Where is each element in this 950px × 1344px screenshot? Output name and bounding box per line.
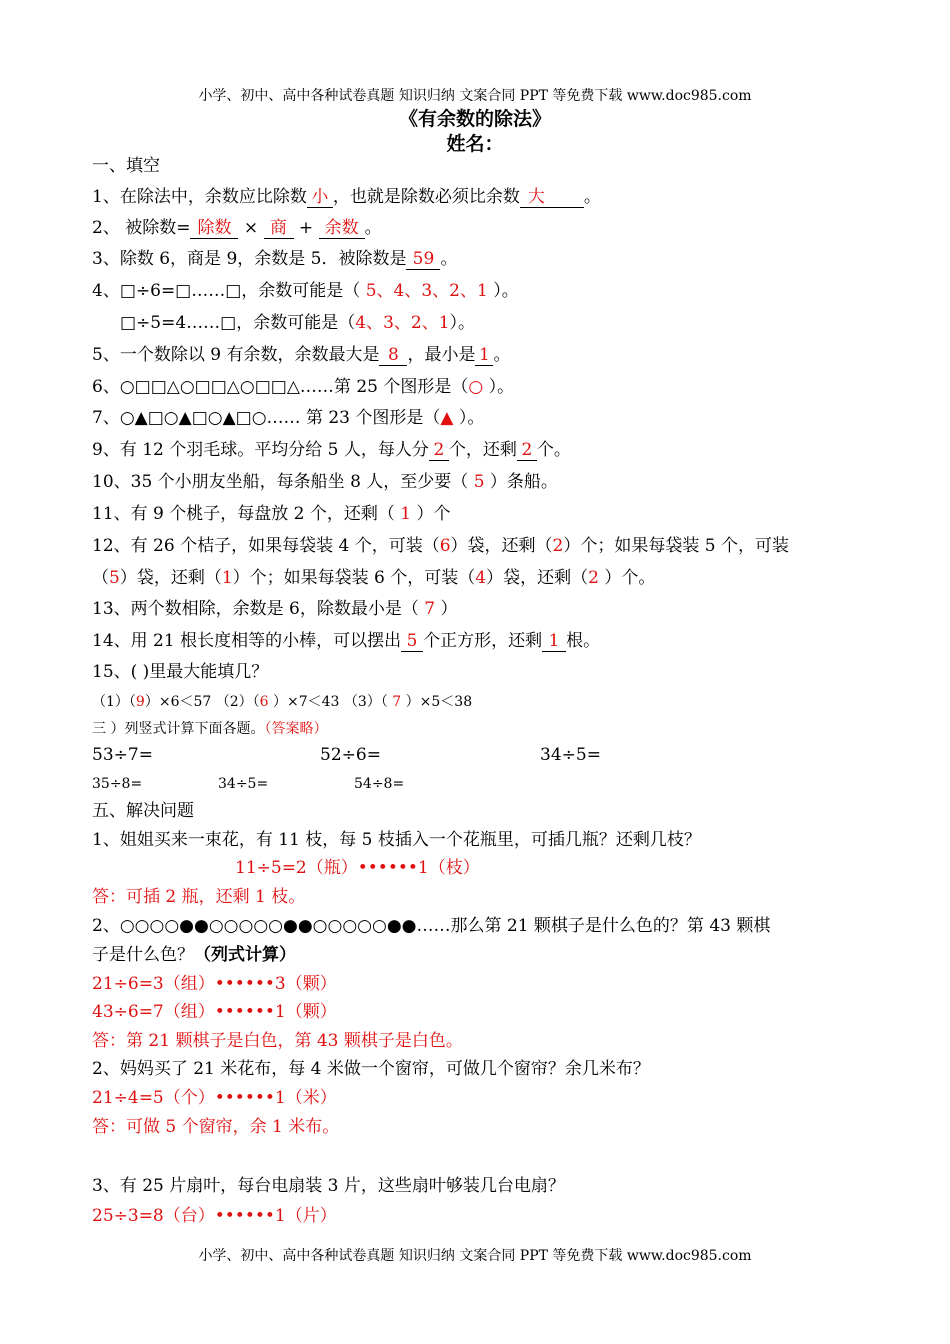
answer-text: 4、3、2、1 xyxy=(355,313,450,333)
question-10: 10、35 个小朋友坐船，每条船坐 8 人，至少要（ 5 ）条船。 xyxy=(92,472,558,492)
document-title: 《有余数的除法》 xyxy=(398,108,551,130)
answer-blank: 除数 xyxy=(190,218,238,239)
calc-item: 34÷5= xyxy=(540,745,601,765)
section-fill-blank: 一、填空 xyxy=(92,156,160,176)
problem-2-answer: 答：第 21 颗棋子是白色，第 43 颗棋子是白色。 xyxy=(92,1031,463,1051)
answer-blank: 余数 xyxy=(319,218,365,239)
answer-text: ○ xyxy=(468,377,484,397)
problem-1-calc: 11÷5=2（瓶）••••••1（枝） xyxy=(235,858,480,878)
question-7: 7、○▲□○▲□○▲□○…… 第 23 个图形是（▲ ）。 xyxy=(92,408,485,428)
answer-text: 9 xyxy=(135,694,145,710)
instruction-bold: （列式计算） xyxy=(194,945,296,965)
answer-text: 7 xyxy=(418,599,441,619)
answer-text: 2 xyxy=(552,536,564,556)
answer-blank: 8 xyxy=(379,345,407,366)
question-4b: □÷5=4……□，余数可能是（4、3、2、1）。 xyxy=(120,313,476,333)
answer-blank: 5 xyxy=(401,631,423,652)
question-12-cont: （5）袋，还剩（1）个；如果每袋装 6 个，可装（4）袋，还剩（2 ）个。 xyxy=(92,568,656,588)
answer-blank: 1 xyxy=(475,345,493,366)
answer-omitted-note: （答案略） xyxy=(264,721,328,737)
answer-blank: 商 xyxy=(264,218,294,239)
question-9: 9、有 12 个羽毛球。平均分给 5 人，每人分 2 个，还剩 2 个。 xyxy=(92,440,571,460)
calc-item: 52÷6= xyxy=(320,745,381,765)
question-14: 14、用 21 根长度相等的小棒，可以摆出 5 个正方形，还剩 1 根。 xyxy=(92,631,601,651)
problem-3-calc: 21÷4=5（个）••••••1（米） xyxy=(92,1088,337,1108)
problem-4: 3、有 25 片扇叶，每台电扇装 3 片，这些扇叶够装几台电扇？ xyxy=(92,1176,565,1196)
page-header: 小学、初中、高中各种试卷真题 知识归纳 文案合同 PPT 等免费下载 www.doc985.com xyxy=(198,88,752,104)
section-solve-problems: 五、解决问题 xyxy=(92,801,194,821)
answer-text: 5 xyxy=(109,568,120,588)
question-13: 13、两个数相除，余数是 6，除数最小是（ 7 ） xyxy=(92,599,458,619)
problem-2-calc-2: 43÷6=7（组）••••••1（颗） xyxy=(92,1002,337,1022)
answer-text: 7 xyxy=(392,694,402,710)
answer-text: 2 xyxy=(588,568,605,588)
answer-text: ▲ xyxy=(440,408,454,428)
name-label: 姓名： xyxy=(446,133,504,155)
answer-text: 4 xyxy=(475,568,487,588)
calc-item: 54÷8= xyxy=(354,776,405,792)
answer-blank: 59 xyxy=(406,249,440,270)
answer-blank: 大 xyxy=(520,187,584,208)
calc-item: 53÷7= xyxy=(92,745,153,765)
problem-2: 2、○○○○●●○○○○○●●○○○○○●●……那么第 21 颗棋子是什么色的？第 43 颗棋 xyxy=(92,916,771,936)
calc-item: 35÷8= xyxy=(92,776,143,792)
answer-text: 6 xyxy=(439,536,451,556)
answer-blank: 小 xyxy=(307,187,333,208)
calc-item: 34÷5= xyxy=(218,776,269,792)
problem-3: 2、妈妈买了 21 米花布，每 4 米做一个窗帘，可做几个窗帘？余几米布？ xyxy=(92,1059,650,1079)
answer-text: 1 xyxy=(394,504,417,524)
question-12: 12、有 26 个桔子，如果每袋装 4 个，可装（6）袋，还剩（2）个；如果每袋装 5 个，可装 xyxy=(92,536,789,556)
problem-1: 1、姐姐买来一束花，有 11 枝，每 5 枝插入一个花瓶里，可插几瓶？还剩几枝？ xyxy=(92,830,701,850)
question-3: 3、除数 6，商是 9，余数是 5．被除数是 59 。 xyxy=(92,249,458,269)
problem-1-answer: 答：可插 2 瓶，还剩 1 枝。 xyxy=(92,887,306,907)
question-6: 6、○□□△○□□△○□□△……第 25 个图形是（○ ）。 xyxy=(92,377,515,397)
page-footer: 小学、初中、高中各种试卷真题 知识归纳 文案合同 PPT 等免费下载 www.doc985.com xyxy=(198,1248,752,1264)
question-15-items: （1）（9）×6＜57 （2）（6 ）×7＜43 （3）（ 7 ）×5＜38 xyxy=(92,694,473,710)
answer-blank: 1 xyxy=(542,631,566,652)
answer-text: 5 xyxy=(468,472,490,492)
answer-text: 6 xyxy=(259,694,274,710)
question-15: 15、( )里最大能填几？ xyxy=(92,662,269,682)
question-2: 2、 被除数= 除数 × 商 + 余数 。 xyxy=(92,218,382,238)
problem-2-cont: 子是什么色？（列式计算） xyxy=(92,945,296,965)
problem-4-calc: 25÷3=8（台）••••••1（片） xyxy=(92,1206,337,1226)
problem-3-answer: 答：可做 5 个窗帘，余 1 米布。 xyxy=(92,1117,340,1137)
question-5: 5、一个数除以 9 有余数，余数最大是 8 ，最小是 1 。 xyxy=(92,345,511,365)
problem-2-calc-1: 21÷6=3（组）••••••3（颗） xyxy=(92,974,337,994)
section-vertical-calc: 三 ）列竖式计算下面各题。（答案略） xyxy=(92,721,328,737)
question-4: 4、□÷6=□……□，余数可能是（ 5、4、3、2、1 ）。 xyxy=(92,281,519,301)
answer-text: 1 xyxy=(221,568,233,588)
question-11: 11、有 9 个桃子，每盘放 2 个，还剩（ 1 ）个 xyxy=(92,504,451,524)
answer-blank: 2 xyxy=(429,440,449,461)
answer-text: 5、4、3、2、1 xyxy=(360,281,494,301)
answer-blank: 2 xyxy=(517,440,537,461)
question-1: 1、在除法中，余数应比除数 小 ，也就是除数必须比余数 大 。 xyxy=(92,187,601,207)
